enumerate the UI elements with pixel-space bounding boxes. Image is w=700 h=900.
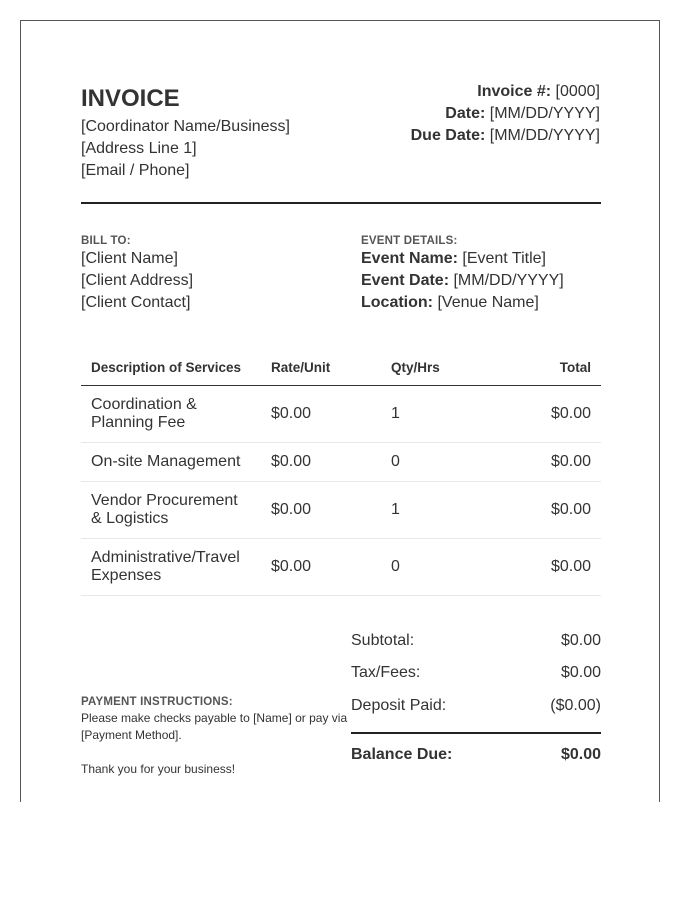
invoice-page bbox=[20, 20, 660, 802]
deposit-value: ($0.00) bbox=[550, 697, 601, 714]
tax-row bbox=[351, 664, 601, 682]
due-date-label: Due Date: bbox=[410, 127, 486, 144]
payment-instructions bbox=[81, 696, 371, 778]
balance-divider bbox=[351, 732, 601, 734]
event-date-row bbox=[361, 270, 564, 292]
service-description: Vendor Procurement & Logistics bbox=[81, 482, 261, 539]
location-row bbox=[361, 292, 564, 314]
invoice-number-label: Invoice #: bbox=[477, 83, 552, 100]
service-total: $0.00 bbox=[511, 443, 601, 482]
invoice-date-row bbox=[411, 103, 600, 125]
event-name-label: Event Name: bbox=[361, 250, 458, 267]
balance-due-value: $0.00 bbox=[560, 746, 601, 763]
event-date-label: Event Date: bbox=[361, 272, 450, 289]
from-line: [Address Line 1] bbox=[81, 140, 197, 157]
event-details-heading: EVENT DETAILS: bbox=[361, 235, 458, 247]
service-qty: 0 bbox=[381, 539, 511, 596]
client-name: [Client Name] bbox=[81, 250, 178, 267]
from-line: [Email / Phone] bbox=[81, 162, 190, 179]
due-date-value: [MM/DD/YYYY] bbox=[489, 127, 600, 144]
location-label: Location: bbox=[361, 294, 433, 311]
col-qty-header: Qty/Hrs bbox=[381, 349, 511, 386]
event-date-value: [MM/DD/YYYY] bbox=[453, 272, 564, 289]
thank-you-note: Thank you for your business! bbox=[81, 762, 236, 776]
service-rate: $0.00 bbox=[261, 539, 381, 596]
service-description: Coordination & Planning Fee bbox=[81, 386, 261, 443]
services-table bbox=[81, 349, 601, 596]
col-total-header: Total bbox=[511, 349, 601, 386]
invoice-date-label: Date: bbox=[445, 105, 486, 122]
service-qty: 1 bbox=[381, 482, 511, 539]
invoice-meta bbox=[411, 81, 600, 147]
service-total: $0.00 bbox=[511, 482, 601, 539]
service-description: On-site Management bbox=[81, 443, 261, 482]
invoice-number-row bbox=[411, 81, 600, 103]
bill-to-heading: BILL TO: bbox=[81, 235, 131, 247]
table-row bbox=[81, 443, 601, 482]
balance-due-row bbox=[351, 746, 601, 764]
tax-label: Tax/Fees: bbox=[351, 664, 421, 681]
tax-value: $0.00 bbox=[560, 664, 601, 681]
location-value: [Venue Name] bbox=[437, 294, 539, 311]
service-total: $0.00 bbox=[511, 386, 601, 443]
payment-line: Please make checks payable to [Name] or pay via bbox=[81, 711, 348, 725]
balance-due-label: Balance Due: bbox=[351, 746, 453, 763]
col-rate-header: Rate/Unit bbox=[261, 349, 381, 386]
deposit-label: Deposit Paid: bbox=[351, 697, 447, 714]
table-row bbox=[81, 482, 601, 539]
service-qty: 1 bbox=[381, 386, 511, 443]
client-address: [Client Address] bbox=[81, 272, 194, 289]
payment-heading: PAYMENT INSTRUCTIONS: bbox=[81, 696, 233, 708]
from-line: [Coordinator Name/Business] bbox=[81, 118, 290, 135]
subtotal-row bbox=[351, 632, 601, 650]
table-row bbox=[81, 386, 601, 443]
service-rate: $0.00 bbox=[261, 482, 381, 539]
invoice-number-value: [0000] bbox=[555, 83, 600, 100]
from-address bbox=[81, 116, 290, 182]
event-name-value: [Event Title] bbox=[462, 250, 546, 267]
header-divider bbox=[81, 202, 601, 204]
invoice-title: INVOICE bbox=[81, 85, 180, 112]
service-description: Administrative/Travel Expenses bbox=[81, 539, 261, 596]
event-name-row bbox=[361, 248, 564, 270]
client-contact: [Client Contact] bbox=[81, 294, 191, 311]
service-rate: $0.00 bbox=[261, 443, 381, 482]
table-row bbox=[81, 539, 601, 596]
deposit-row bbox=[351, 697, 601, 715]
bill-to-section bbox=[81, 235, 193, 314]
service-qty: 0 bbox=[381, 443, 511, 482]
service-total: $0.00 bbox=[511, 539, 601, 596]
subtotal-label: Subtotal: bbox=[351, 632, 415, 649]
table-header-row bbox=[81, 349, 601, 386]
event-details-section bbox=[361, 235, 564, 314]
service-rate: $0.00 bbox=[261, 386, 381, 443]
due-date-row bbox=[411, 125, 600, 147]
col-description-header: Description of Services bbox=[81, 349, 261, 386]
payment-line: [Payment Method]. bbox=[81, 728, 182, 742]
subtotal-value: $0.00 bbox=[560, 632, 601, 649]
invoice-date-value: [MM/DD/YYYY] bbox=[489, 105, 600, 122]
